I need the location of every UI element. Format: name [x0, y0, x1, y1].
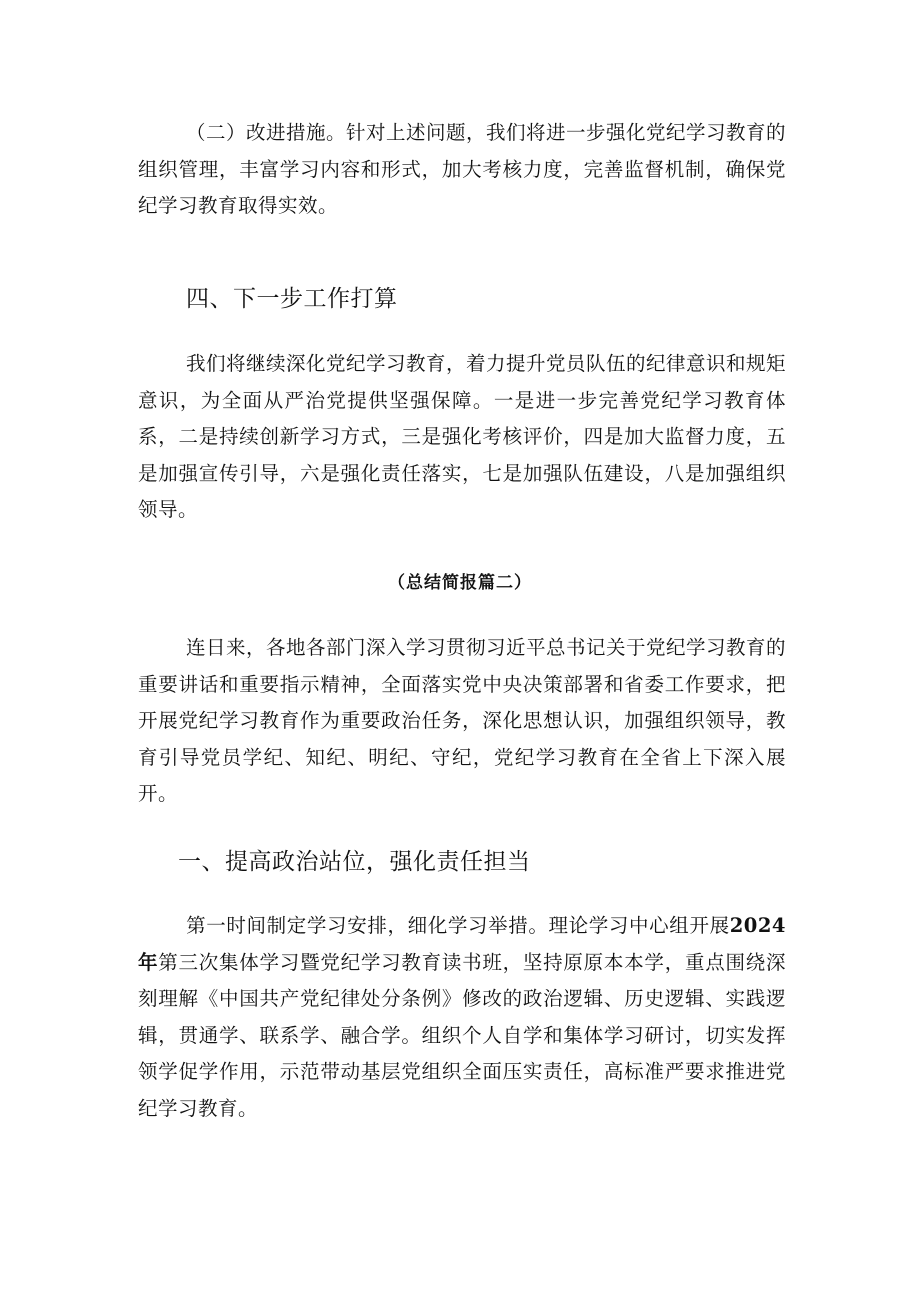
heading-next-plan: 四、下一步工作打算 — [186, 286, 398, 312]
intro-paragraph — [138, 630, 786, 813]
intro-text: 连日来，各地各部门深入学习贯彻习近平总书记关于党纪学习教育的重要讲话和重要指示精神，全面落实党中央决策部署和省委工作要求，把开展党纪学习教育作为重要政治任务，深化思想认识，加强组织领导，教育引导党员学纪、知纪、明纪、守纪，党纪学习教育在全省上下深入展开。 — [138, 636, 787, 805]
measures-paragraph — [138, 115, 786, 225]
measures-text: （二）改进措施。针对上述问题，我们将进一步强化党纪学习教育的组织管理，丰富学习内容和形式，加大考核力度，完善监督机制，确保党纪学习教育取得实效。 — [138, 121, 787, 217]
political-text-after-year: 第三次集体学习暨党纪学习教育读书班，坚持原原本本学，重点围绕深刻理解《中国共产党纪律处分条例》修改的政治逻辑、历史逻辑、实践逻辑，贯通学、联系学、融合学。组织个人自学和集体学习研讨，切实发挥领学促学作用，示范带动基层党组织全面压实责任，高标准严要求推进党纪学习教育。 — [138, 950, 786, 1120]
document-subtitle: （总结简报篇二） — [388, 573, 532, 593]
political-year: 2024年 — [138, 914, 786, 974]
political-paragraph — [138, 908, 786, 1127]
next-plan-text: 我们将继续深化党纪学习教育，着力提升党员队伍的纪律意识和规矩意识，为全面从严治党提供坚强保障。一是进一步完善党纪学习教育体系，二是持续创新学习方式，三是强化考核评价，四是加大监督力度，五是加强宣传引导，六是强化责任落实，七是加强队伍建设，八是加强组织领导。 — [138, 352, 787, 521]
heading-political-stance: 一、提高政治站位，强化责任担当 — [178, 849, 531, 875]
political-text-before-year: 第一时间制定学习安排，细化学习举措。理论学习中心组开展 — [186, 914, 730, 937]
next-plan-paragraph — [138, 346, 786, 529]
